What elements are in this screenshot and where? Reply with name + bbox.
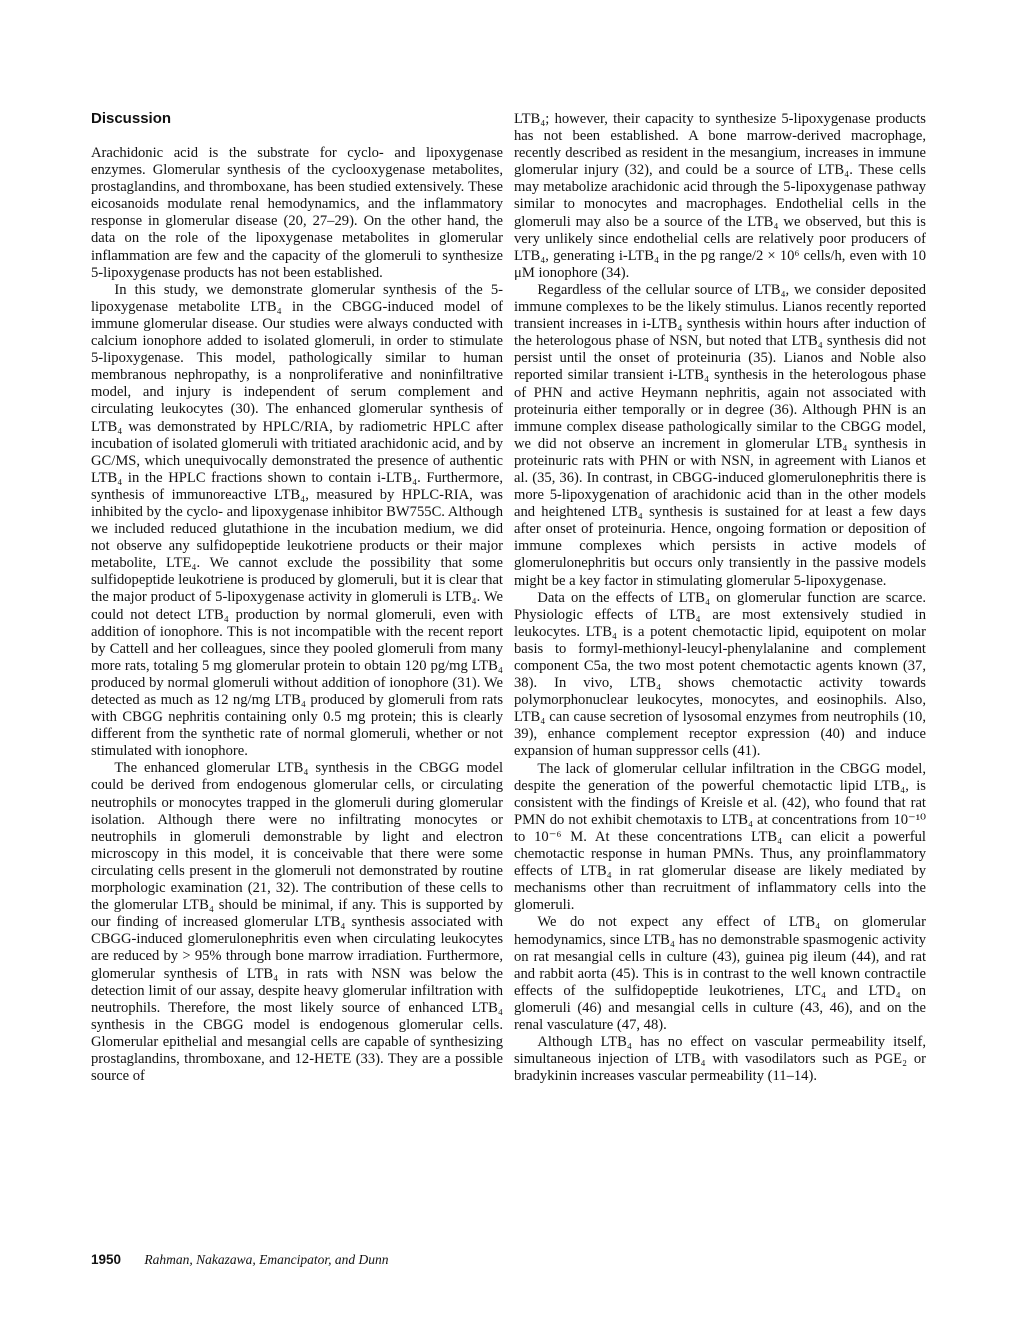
- right-column: [514, 111, 926, 1085]
- paragraph: The lack of glomerular cellular infiltration in the CBGG model, despite the generation of the powerful chemotactic lipid LTB₄, is consistent with the findings of Kreisle et al. (42), who found that rat PMN do not exhibit chemotaxis to LTB₄ at concentrations from 10⁻¹⁰ to 10⁻⁶ M. At these concentrations LTB₄ can elicit a powerful chemotactic response in human PMNs. Thus, any proinflammatory effects of LTB₄ in rat glomerular disease are likely mediated by mechanisms other than recruitment of inflammatory cells into the glomeruli.: [514, 760, 926, 914]
- paragraph: Arachidonic acid is the substrate for cyclo- and lipoxygenase enzymes. Glomerular synthesis of the cyclooxygenase metabolites, prostaglandins, and thromboxane, has been studied extensively. These eicosanoids modulate renal hemodynamics, and the inflammatory response in glomerular disease (20, 27–29). On the other hand, the data on the role of the lipoxygenase metabolites in glomerular inflammation are few and the capacity of the glomeruli to synthesize 5-lipoxygenase products has not been established.: [91, 145, 503, 281]
- paragraph: LTB₄; however, their capacity to synthesize 5-lipoxygenase products has not been established. A bone marrow-derived macrophage, recently described as resident in the mesangium, increases in immune glomerular injury (32), and could be a source of LTB₄. These cells may metabolize arachidonic acid through the 5-lipoxygenase pathway similar to monocytes and macrophages. Endothelial cells in the glomeruli may also be a source of the LTB₄ we observed, but this is very unlikely since endothelial cells are relatively poor producers of LTB₄, generating i-LTB₄ in the pg range/2 × 10⁶ cells/h, even with 10 μM ionophore (34).: [514, 111, 926, 281]
- page-number: 1950: [91, 1252, 122, 1267]
- paragraph: Data on the effects of LTB₄ on glomerular function are scarce. Physiologic effects of LTB₄ are most extensively studied in leukocytes. LTB₄ is a potent chemotactic lipid, equipotent on molar basis to formyl-methionyl-leucyl-phenylalanine and complement component C5a, the two most potent chemotactic agents known (37, 38). In vivo, LTB₄ shows chemotactic activity towards polymorphonuclear leukocytes, monocytes, and eosinophils. Also, LTB₄ can cause secretion of lysosomal enzymes from neutrophils (10, 39), enhance complement receptor expression (40) and induce expansion of human suppressor cells (41).: [514, 589, 926, 760]
- paragraph: In this study, we demonstrate glomerular synthesis of the 5-lipoxygenase metabolite LTB₄ in the CBGG-induced model of immune glomerular disease. Our studies were always conducted with calcium ionophore added to isolated glomeruli, in order to stimulate 5-lipoxygenase. This model, pathologically similar to human membranous nephropathy, is a nonproliferative and noninfiltrative model, and injury is independent of serum complement and circulating leukocytes (30). The enhanced glomerular synthesis of LTB₄ was demonstrated by HPLC/RIA, by radiometric HPLC after incubation of isolated glomeruli with tritiated arachidonic acid, and by GC/MS, which unequivocally demonstrated the presence of authentic LTB₄ in the HPLC fractions shown to contain i-LTB₄. Furthermore, synthesis of immunoreactive LTB₄, measured by HPLC-RIA, was inhibited by the cyclo- and lipoxygenase inhibitor BW755C. Although we included reduced glutathione in the incubation medium, we did not observe any sulfidopeptide leukotriene products or their major metabolite, LTE₄. We cannot exclude the possibility that some sulfidopeptide leukotriene is produced by glomeruli, but it is clear that the major product of 5-lipoxygenase activity in glomeruli is LTB₄. We could not detect LTB₄ production by normal glomeruli, even with addition of ionophore. This is not incompatible with the recent report by Cattell and her colleagues, since they pooled glomeruli from many more rats, totaling 5 mg glomerular protein to obtain 120 pg/mg LTB₄ produced by normal glomeruli without addition of ionophore (31). We detected as much as 12 ng/mg LTB₄ produced by glomeruli from rats with CBGG nephritis containing only 0.5 mg protein; this is clearly different from the synthetic rate of normal glomeruli, whether or not stimulated with ionophore.: [91, 281, 503, 760]
- section-heading: Discussion: [91, 110, 172, 127]
- page-footer: [91, 1252, 389, 1268]
- paragraph: Although LTB₄ has no effect on vascular permeability itself, simultaneous injection of LTB₄ with vasodilators such as PGE₂ or bradykinin increases vascular permeability (11–14).: [514, 1034, 926, 1085]
- paragraph: We do not expect any effect of LTB₄ on glomerular hemodynamics, since LTB₄ has no demonstrable spasmogenic activity on rat mesangial cells in culture (43), guinea pig ileum (44), and rat and rabbit aorta (45). This is in contrast to the well known contractile effects of the sulfidopeptide leukotrienes, LTC₄ and LTD₄ on glomeruli (46) and mesangial cells in culture (43, 46), and on the renal vasculature (47, 48).: [514, 914, 926, 1033]
- left-column: [91, 110, 503, 1085]
- paragraph: Regardless of the cellular source of LTB₄, we consider deposited immune complexes to be the likely stimulus. Lianos recently reported transient increases in i-LTB₄ synthesis within hours after induction of the heterologous phase of NSN, but noted that LTB₄ synthesis did not persist until the onset of proteinuria (35). Lianos and Noble also reported similar transient i-LTB₄ synthesis in the heterologous phase of PHN and active Heymann nephritis, again not associated with proteinuria either temporally or in degree (36). Although PHN is an immune complex disease pathologically similar to the CBGG model, we did not observe an increment in glomerular LTB₄ synthesis in proteinuric rats with PHN or with NSN, in agreement with Lianos et al. (35, 36). In contrast, in CBGG-induced glomerulonephritis there is more 5-lipoxygenation of arachidonic acid than in the other models and heightened LTB₄ synthesis is sustained for at least a few days after onset of proteinuria. Hence, ongoing formation or deposition of immune complexes which persists in active models of glomerulonephritis but occurs only transiently in the passive models might be a key factor in stimulating glomerular 5-lipoxygenase.: [514, 281, 926, 589]
- running-authors: Rahman, Nakazawa, Emancipator, and Dunn: [144, 1252, 389, 1267]
- paragraph: The enhanced glomerular LTB₄ synthesis in the CBGG model could be derived from endogenous glomerular cells, or circulating neutrophils or monocytes trapped in the glomeruli during glomerular isolation. Although there were no infiltrating monocytes or neutrophils in glomeruli demonstrable by light and electron microscopy in this model, it is conceivable that there were some circulating cells present in the glomeruli not demonstrated by routine morphologic examination (21, 32). The contribution of these cells to the glomerular LTB₄ should be minimal, if any. This is supported by our finding of increased glomerular LTB₄ synthesis associated with CBGG-induced glomerulonephritis even when circulating leukocytes are reduced by > 95% through bone marrow irradiation. Furthermore, glomerular synthesis of LTB₄ in rats with NSN was below the detection limit of our assay, despite heavy glomerular infiltration with neutrophils. Therefore, the most likely source of enhanced LTB₄ synthesis in the CBGG model is endogenous glomerular cells. Glomerular epithelial and mesangial cells are capable of synthesizing prostaglandins, thromboxane, and 12-HETE (33). They are a possible source of: [91, 760, 503, 1085]
